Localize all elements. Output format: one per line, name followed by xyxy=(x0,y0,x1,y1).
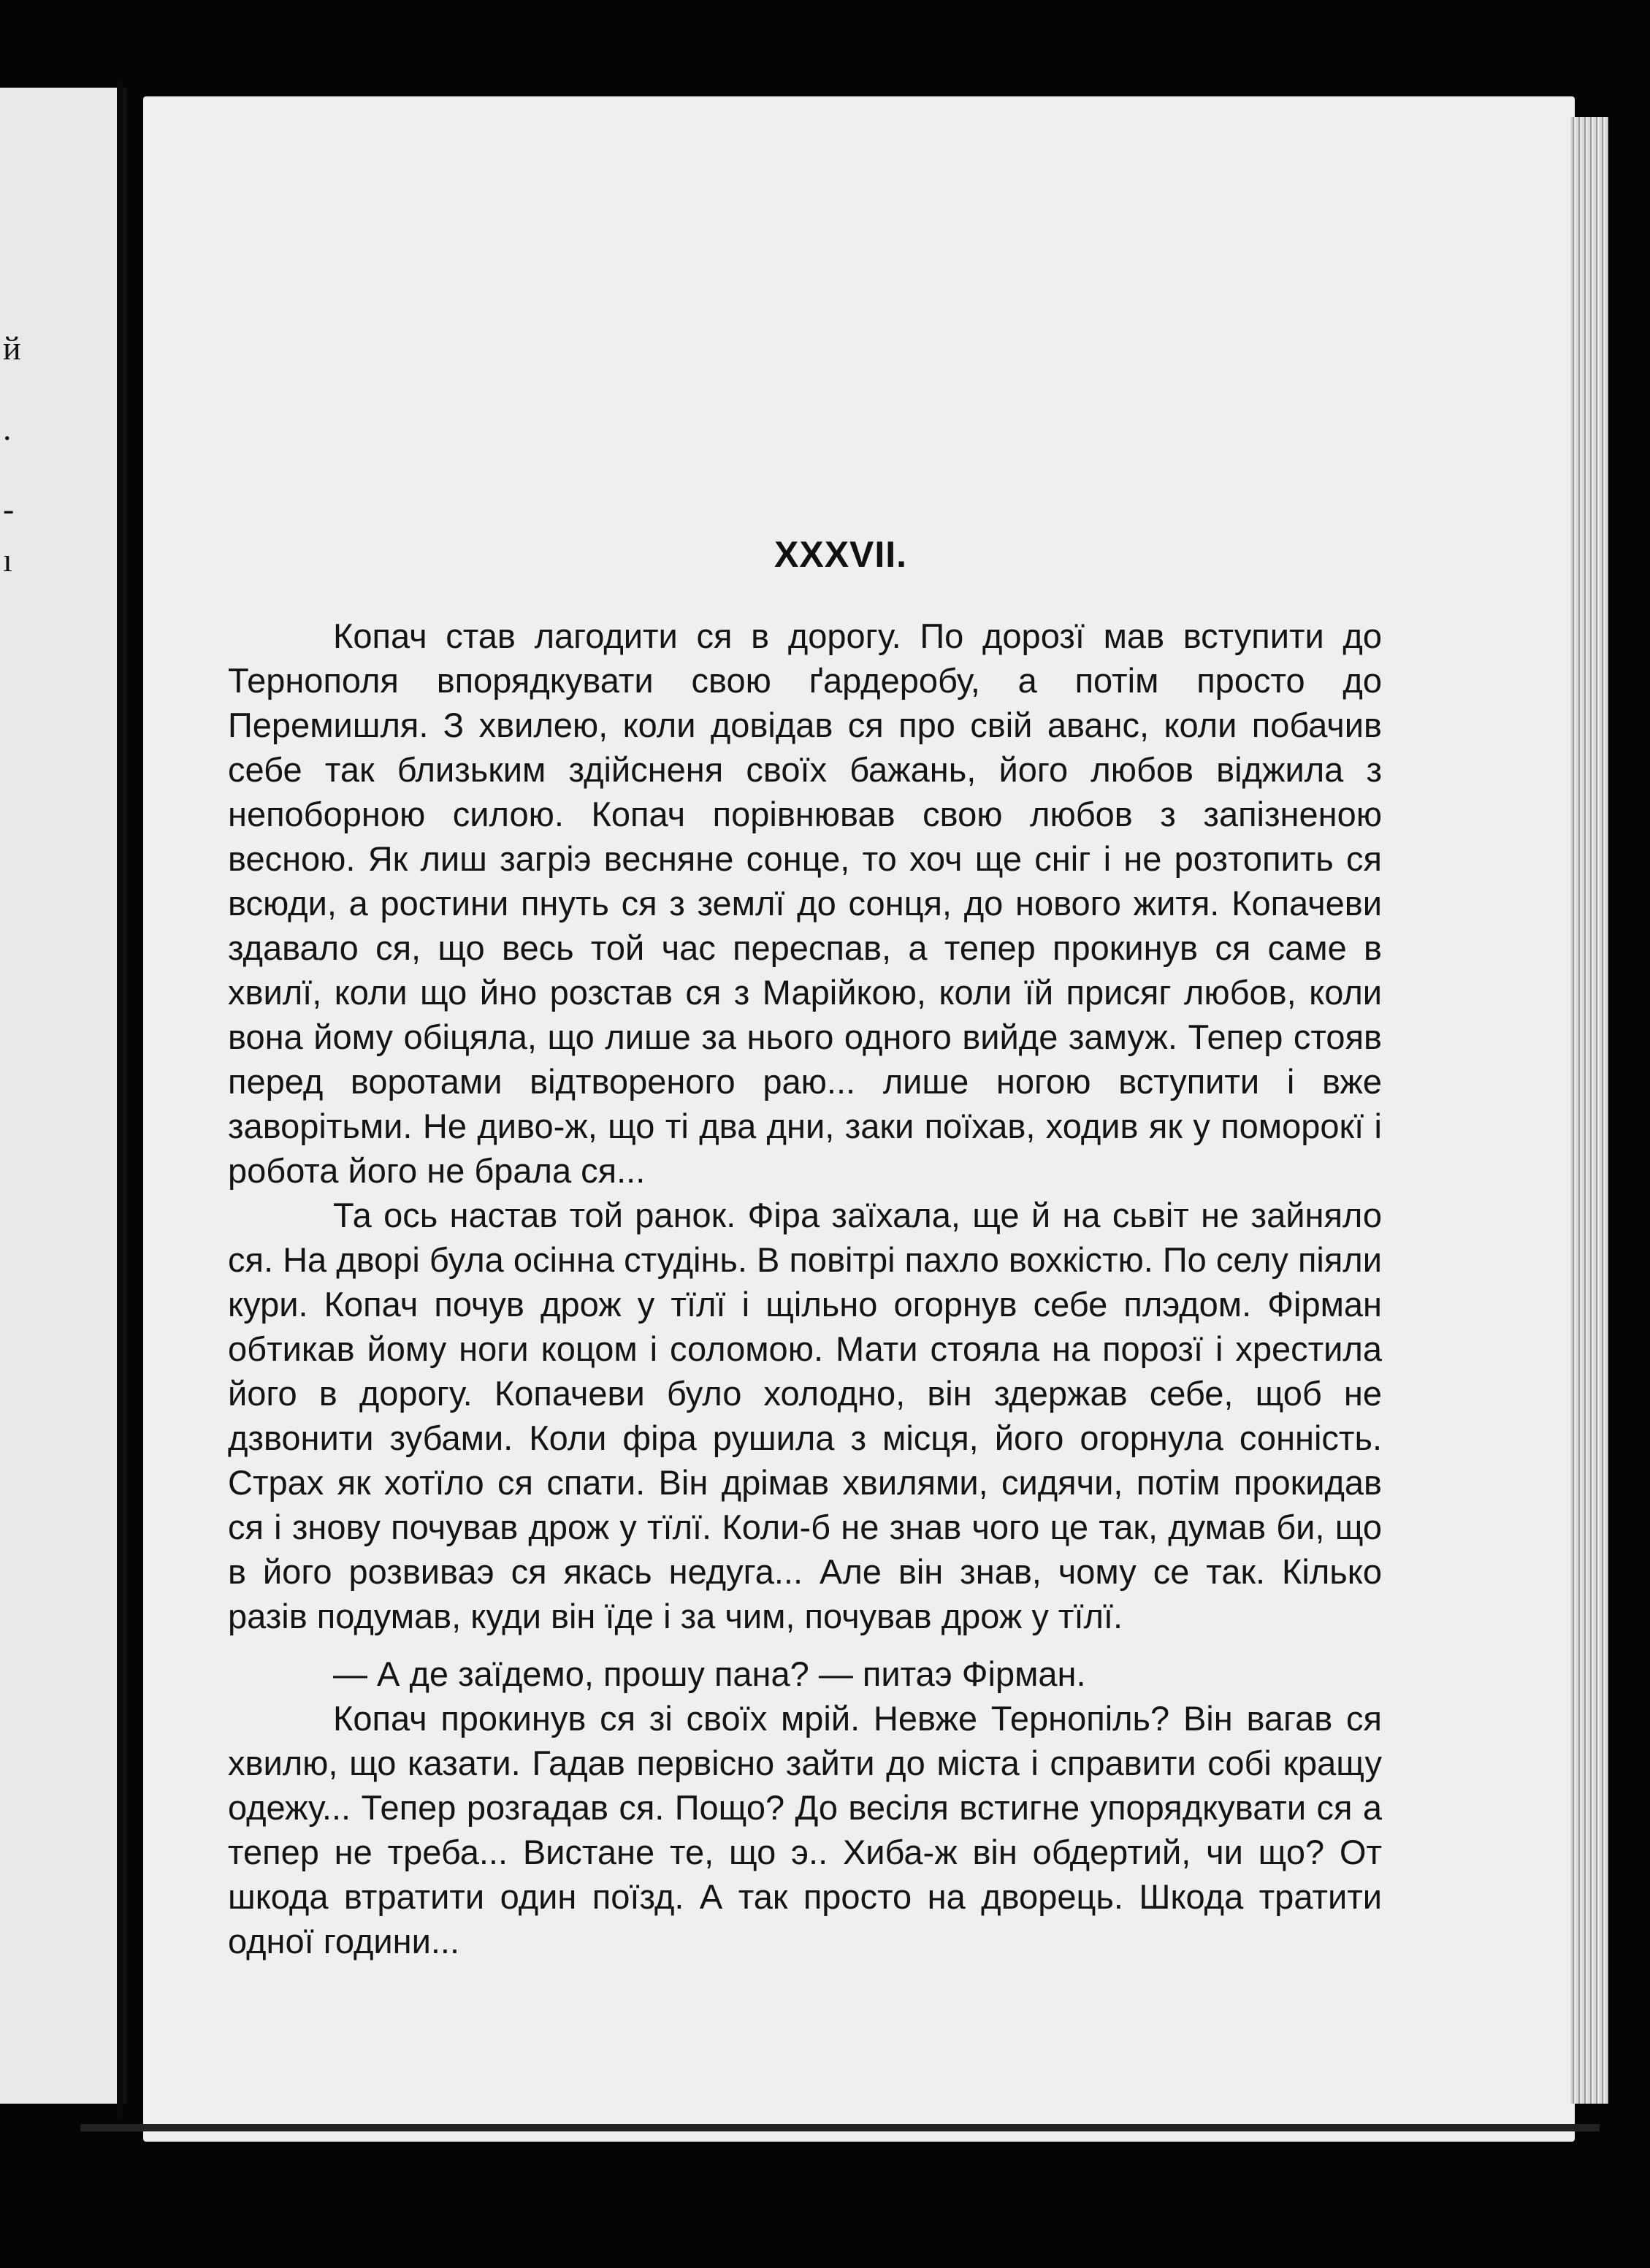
book-gutter xyxy=(117,80,123,2118)
page-bottom-shadow xyxy=(80,2124,1600,2131)
facing-page-fragment: ı xyxy=(3,541,12,579)
facing-page-fragment: - xyxy=(3,490,15,527)
page-stack-edge xyxy=(1570,117,1608,2104)
chapter-title: XXXVII. xyxy=(774,534,908,575)
body-text xyxy=(228,614,1382,1963)
paragraph: — А де заїдемо, прошу пана? — питаэ Фірман. xyxy=(333,1654,1086,1693)
facing-page-fragment: й xyxy=(3,329,21,367)
facing-page-edge xyxy=(0,88,127,2104)
paragraph: Та ось настав той ранок. Фіра заїхала, ще й на сьвіт не зайняло ся. На дворі була осінна студінь. В повітрі пахло вохкістю. По селу піяли кури. Копач почув дрож у тїлї і щільно огорнув себе плэдом. Фірман обтикав йому ноги коцом і соломою. Мати стояла на порозї і хрестила його в дорогу. Копачеви було холодно, він здержав себе, щоб не дзвонити зубами. Коли фіра рушила з місця, його огорнула сонність. Страх як хотїло ся спати. Він дрімав хвилями, сидячи, потім прокидав ся і знову почував дрож у тїлї. Коли-б не знав чого це так, думав би, що в його розвиваэ ся якась недуга... Але він знав, чому се так. Кілько разів подумав, куди він їде і за чим, почував дрож у тїлї. xyxy=(228,1196,1382,1635)
paragraph: Копач став лагодити ся в дорогу. По дорозї мав вступити до Тернополя впорядкувати свою ґардеробу, а потім просто до Перемишля. З хвилею, коли довідав ся про свій аванс, коли побачив себе так близьким здійсненя своїх бажань, його любов віджила з непоборною силою. Копач порівнював свою любов з запізненою весною. Як лиш загріэ весняне сонце, то хоч ще сніг і не розтопить ся всюди, а ростини пнуть ся з землї до сонця, до нового житя. Копачеви здавало ся, що весь той час переспав, а тепер прокинув ся саме в хвилї, коли що йно розстав ся з Марійкою, коли їй присяг любов, коли вона йому обіцяла, що лише за нього одного вийде замуж. Тепер стояв перед воротами відтвореного раю... лише ногою вступити і вже заворітьми. Не диво-ж, що ті два дни, заки поїхав, ходив як у поморокї і робота його не брала ся... xyxy=(228,616,1382,1190)
facing-page-fragment: . xyxy=(3,410,12,447)
paragraph: Копач прокинув ся зі своїх мрій. Невже Тернопіль? Він вагав ся хвилю, що казати. Гадав первісно зайти до міста і справити собі кращу одежу... Тепер розгадав ся. Пощо? До весіля встигне упорядкувати ся а тепер не треба... Вистане те, що э.. Хиба-ж він обдертий, чи що? От шкода втратити один поїзд. А так просто на дворець. Шкода тратити одної години... xyxy=(228,1699,1382,1960)
